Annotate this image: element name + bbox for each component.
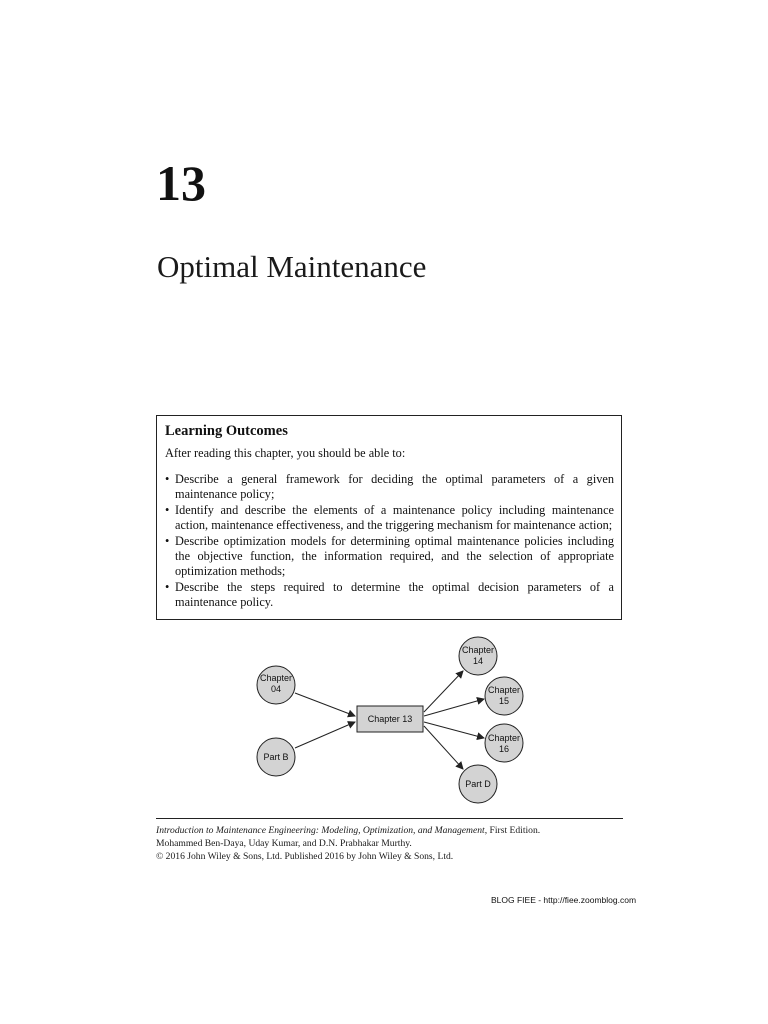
node-chapter14 [459, 637, 497, 675]
footer-line-1 [156, 824, 540, 837]
list-item [165, 472, 614, 503]
chapter-title: Optimal Maintenance [157, 249, 427, 284]
bullet-icon: • [165, 472, 170, 486]
node-label: Chapter [487, 733, 521, 743]
node-label: Part D [465, 779, 491, 789]
outcome-text: Identify and describe the elements of a maintenance policy including maintenance action, maintenance effectiveness, and the triggering mechanism for maintenance action; [175, 502, 614, 533]
learning-outcomes-list [165, 472, 614, 611]
node-partB [257, 738, 295, 776]
learning-outcomes-heading: Learning Outcomes [165, 423, 288, 439]
arrow-chapter13-to-chapter14 [424, 671, 463, 712]
list-item [165, 503, 614, 534]
chapter-roadmap-diagram [250, 636, 530, 808]
node-label: 16 [498, 744, 510, 754]
node-chapter15 [485, 677, 523, 715]
book-title: Introduction to Maintenance Engineering: Modeling, Optimization, and Management [156, 825, 485, 836]
footer-divider [156, 818, 623, 819]
node-label: 14 [472, 656, 484, 666]
node-chapter16 [485, 724, 523, 762]
node-label: 04 [270, 684, 282, 694]
arrow-chapter13-to-partD [424, 726, 463, 769]
node-label: Chapter 13 [367, 714, 413, 724]
arrow-chapter13-to-chapter15 [424, 699, 484, 716]
node-chapter13 [357, 706, 423, 732]
node-partD [459, 765, 497, 803]
book-edition: , First Edition. [484, 825, 541, 836]
node-chapter04 [257, 666, 295, 704]
bullet-icon: • [165, 579, 170, 594]
node-shape [485, 724, 523, 762]
footer-authors: Mohammed Ben-Daya, Uday Kumar, and D.N. Prabhakar Murthy. [156, 838, 412, 849]
node-label: Chapter [461, 645, 495, 655]
arrow-chapter04-to-chapter13 [295, 693, 355, 716]
learning-outcomes-intro: After reading this chapter, you should be able to: [165, 446, 406, 460]
bullet-icon: • [165, 533, 170, 548]
chapter-number: 13 [156, 155, 206, 211]
node-label: Chapter [259, 673, 293, 683]
outcome-text: Describe a general framework for deciding the optimal parameters of a given maintenance policy; [175, 472, 614, 502]
arrow-partB-to-chapter13 [295, 722, 355, 748]
footer-copyright: © 2016 John Wiley & Sons, Ltd. Published 2016 by John Wiley & Sons, Ltd. [156, 851, 454, 862]
outcome-text: Describe the steps required to determine the optimal decision parameters of a maintenance policy. [175, 579, 614, 610]
list-item [165, 534, 614, 580]
node-label: Chapter [487, 685, 521, 695]
outcome-text: Describe optimization models for determining optimal maintenance policies including the objective function, the information required, and the selection of appropriate optimization methods; [175, 533, 614, 579]
watermark: BLOG FIEE - http://fiee.zoomblog.com [491, 895, 637, 905]
footer-citation [156, 824, 540, 863]
node-label: 15 [498, 696, 510, 706]
list-item [165, 580, 614, 611]
bullet-icon: • [165, 502, 170, 517]
node-label: Part B [263, 752, 289, 762]
learning-outcomes-box [156, 415, 622, 620]
